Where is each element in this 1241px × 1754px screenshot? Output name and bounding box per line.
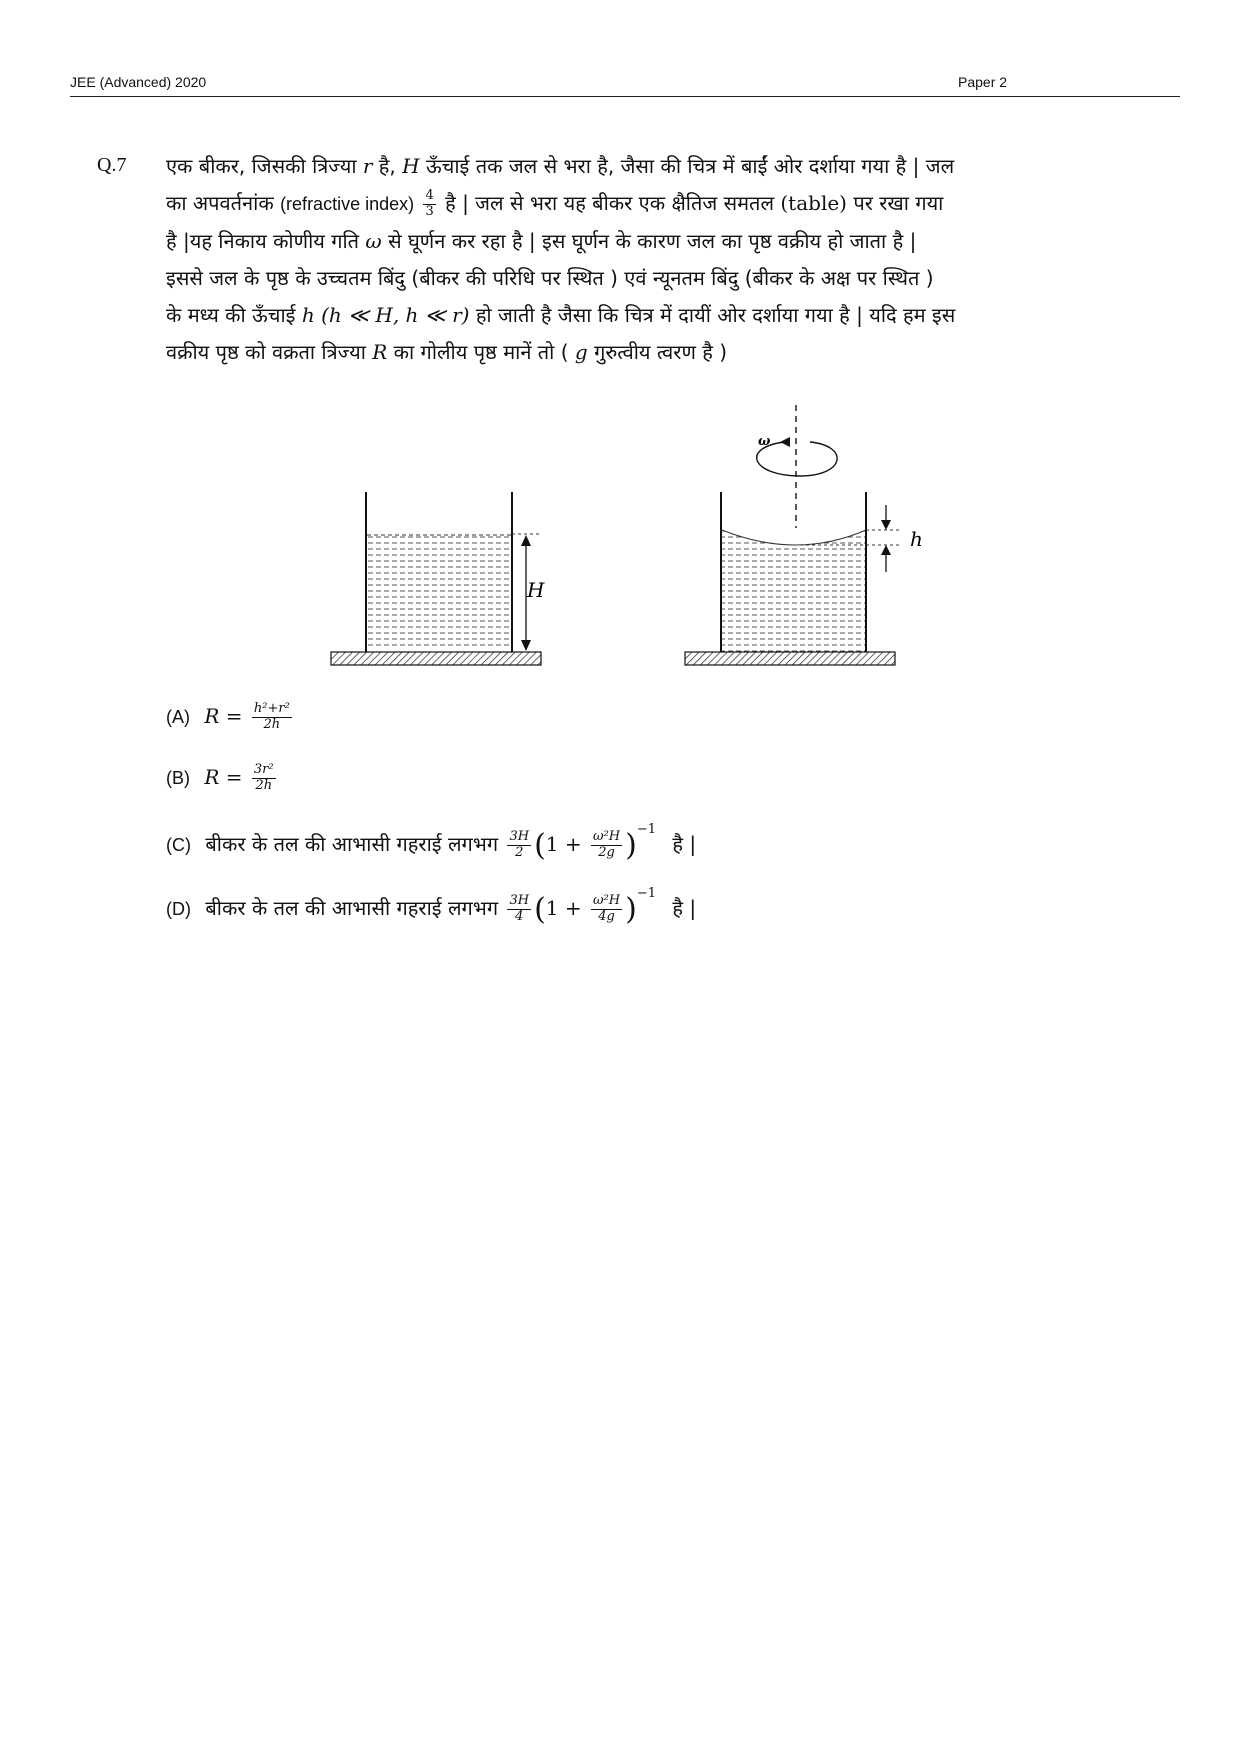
- left-water: [367, 535, 512, 650]
- option-b: [166, 763, 279, 794]
- symbol-R: R: [372, 340, 388, 364]
- rotation-arrowhead: [780, 437, 790, 447]
- fraction-denominator: 3: [425, 204, 434, 219]
- exponent: −1: [636, 886, 657, 901]
- text-fragment: के मध्य की ऊँचाई: [166, 303, 296, 327]
- option-text: बीकर के तल की आभासी गहराई लगभग: [205, 896, 499, 920]
- left-table: [331, 652, 541, 665]
- height-label-H: H: [527, 578, 545, 602]
- fraction-numerator: 3r²: [253, 762, 274, 777]
- fraction-denominator: 2g: [598, 845, 615, 860]
- fraction-3H-over-4: [507, 894, 531, 925]
- depth-label-h: h: [910, 527, 923, 551]
- fraction-3H-over-2: [507, 830, 531, 861]
- one-plus: 1 +: [545, 896, 582, 920]
- fraction-numerator: 3H: [509, 829, 530, 845]
- h-arrow-up: [881, 545, 891, 555]
- close-paren: ): [625, 828, 637, 863]
- option-end: है |: [672, 896, 697, 920]
- open-paren: (: [534, 892, 546, 927]
- option-d: [166, 886, 696, 927]
- english-term: (refractive index): [280, 194, 415, 214]
- right-table: [685, 652, 895, 665]
- fraction-denominator: 2: [515, 845, 524, 860]
- one-plus: 1 +: [545, 832, 582, 856]
- text-fragment: है,: [378, 154, 396, 178]
- condition-expression: (h ≪ H, h ≪ r): [321, 303, 470, 327]
- option-lhs: R =: [204, 764, 243, 789]
- height-arrow-up: [521, 535, 531, 546]
- paper-number: Paper 2: [958, 74, 1008, 90]
- right-beaker: [685, 405, 923, 665]
- fraction-numerator: ω²H: [592, 829, 621, 845]
- option-end: है |: [672, 832, 697, 856]
- text-fragment: इससे जल के पृष्ठ के उच्चतम बिंदु (बीकर की परिधि पर स्थित ) एवं न्यूनतम बिंदु (बीकर के अक्ष पर स्थित ): [166, 266, 934, 290]
- text-fragment: हो जाती है जैसा कि चित्र में दायीं ओर दर्शाया गया है | यदि हम इस: [475, 303, 956, 327]
- left-beaker: [331, 492, 545, 665]
- beaker-figure: [0, 0, 1241, 700]
- option-label: (B): [166, 767, 190, 788]
- text-fragment: है | जल से भरा यह बीकर एक क्षैतिज समतल: [445, 191, 775, 215]
- fraction-denominator: 4: [515, 909, 524, 924]
- close-paren: ): [625, 892, 637, 927]
- text-fragment: है |यह निकाय कोणीय गति: [166, 229, 360, 253]
- option-label: (A): [166, 706, 190, 727]
- question-number: Q.7: [97, 154, 127, 176]
- fraction-omega: [591, 830, 622, 861]
- text-fragment: गुरुत्वीय त्वरण है ): [594, 340, 728, 364]
- text-fragment: का अपवर्तनांक: [166, 191, 274, 215]
- symbol-h: h: [301, 303, 315, 327]
- fraction-denominator: 2h: [255, 777, 273, 793]
- text-fragment: ऊँचाई तक जल से भरा है, जैसा की चित्र में बाईं ओर दर्शाया गया है | जल: [425, 154, 955, 178]
- omega-label: ω: [758, 434, 771, 449]
- fraction-numerator: h²+r²: [253, 701, 290, 716]
- option-label: (D): [166, 899, 191, 919]
- fraction-numerator: ω²H: [592, 893, 621, 909]
- right-water: [722, 530, 866, 652]
- fraction-omega: [591, 894, 622, 925]
- text-fragment: एक बीकर, जिसकी त्रिज्या: [166, 154, 357, 178]
- text-fragment: का गोलीय पृष्ठ मानें तो (: [393, 340, 569, 364]
- option-fraction: [252, 702, 292, 733]
- h-arrow-down: [881, 520, 891, 530]
- open-paren: (: [534, 828, 546, 863]
- exponent: −1: [636, 822, 657, 837]
- symbol-omega: ω: [365, 229, 382, 253]
- english-term: (table): [780, 191, 847, 215]
- option-c: [166, 822, 696, 863]
- option-fraction: [252, 763, 276, 794]
- height-arrow-down: [521, 640, 531, 651]
- fraction-denominator: 2h: [263, 716, 281, 732]
- option-lhs: R =: [204, 703, 243, 728]
- option-text: बीकर के तल की आभासी गहराई लगभग: [205, 832, 499, 856]
- symbol-r: r: [362, 154, 373, 178]
- text-fragment: पर रखा गया: [853, 191, 944, 215]
- option-a: [166, 702, 295, 733]
- fraction-numerator: 3H: [509, 893, 530, 909]
- exam-title: JEE (Advanced) 2020: [70, 74, 207, 90]
- fraction-denominator: 4g: [598, 909, 615, 924]
- text-fragment: से घूर्णन कर रहा है | इस घूर्णन के कारण जल का पृष्ठ वक्रीय हो जाता है |: [388, 229, 917, 253]
- option-label: (C): [166, 835, 191, 855]
- symbol-H: H: [402, 154, 420, 178]
- fraction-numerator: 4: [425, 188, 434, 204]
- symbol-g: g: [574, 340, 588, 364]
- text-fragment: वक्रीय पृष्ठ को वक्रता त्रिज्या: [166, 340, 366, 364]
